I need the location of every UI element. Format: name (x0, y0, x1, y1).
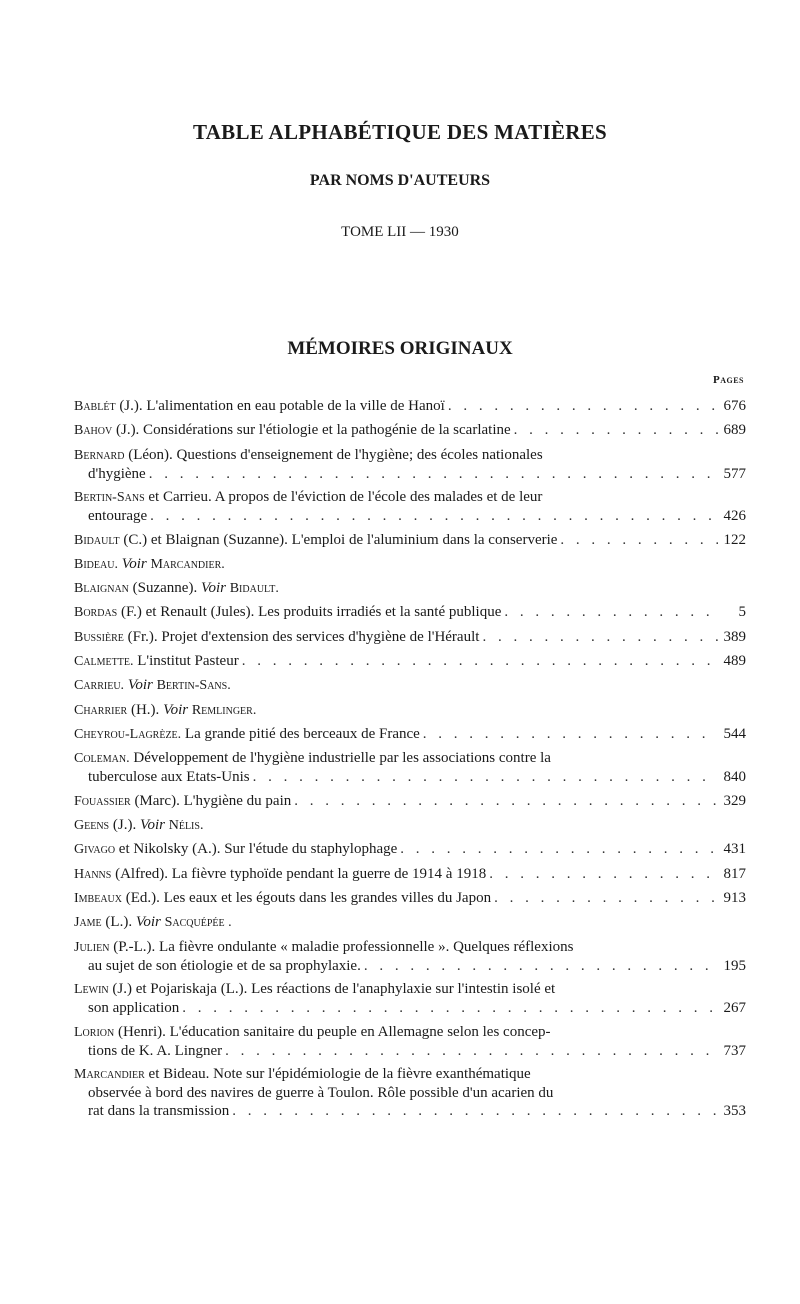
index-entry (74, 816, 746, 835)
entry-first-line (74, 397, 445, 416)
index-entry (74, 1023, 746, 1060)
dot-leader (182, 999, 717, 1017)
dot-leader (253, 768, 718, 786)
entry-title: (P.-L.). La fièvre ondulante « maladie professionnelle ». Quelques réflexions (109, 938, 574, 955)
entry-continuation: rat dans la transmission (88, 1103, 230, 1120)
entry-author: Carrieu. (74, 678, 125, 694)
index-entry (74, 628, 746, 647)
entry-author: Cheyrou-Lagrèze. (74, 726, 182, 742)
dot-leader (489, 865, 717, 883)
entry-title: (C.) et Blaignan (Suzanne). L'emploi de l'aluminium dans la conserverie (119, 531, 558, 548)
entry-author: Bahov (74, 423, 113, 439)
entry-title: (J.). L'alimentation en eau potable de la ville de Hanoï (115, 398, 445, 414)
index-entry (74, 531, 746, 550)
dot-leader (560, 531, 717, 549)
entry-title: (Marc). L'hygiène du pain (130, 792, 292, 809)
entry-first-line (74, 938, 573, 957)
entry-title: (J.) et Pojariskaja (L.). Les réactions de l'anaphylaxie sur l'intestin isolé et (108, 981, 556, 998)
index-entry (74, 865, 746, 884)
dot-leader (400, 840, 717, 858)
entry-author: Coleman. (74, 751, 130, 767)
volume-label: TOME LII — 1930 (341, 224, 459, 240)
index-entry (74, 913, 746, 932)
entry-see-also: Voir (200, 580, 226, 597)
entry-first-line (74, 816, 203, 835)
entry-title: et Bideau. Note sur l'épidémiologie de la fièvre exanthématique (144, 1066, 531, 1083)
index-entry (74, 840, 746, 859)
entry-page-number: 489 (723, 653, 746, 670)
entry-author: Lorion (74, 1024, 115, 1040)
index-entry (74, 938, 746, 975)
entry-page-number: 689 (723, 422, 746, 439)
entry-page-number: 577 (723, 465, 746, 482)
entry-author: Imbeaux (74, 890, 122, 906)
entry-title: et Carrieu. A propos de l'éviction de l'école des malades et de leur (144, 489, 543, 506)
dot-leader (294, 792, 717, 810)
entry-page-number: 544 (723, 725, 746, 742)
entry-author: Jame (74, 915, 102, 931)
entry-first-line (74, 555, 225, 574)
entry-page-number: 431 (723, 841, 746, 858)
index-entry (74, 555, 746, 574)
entry-author: Geens (74, 818, 110, 834)
index-entry (74, 421, 746, 440)
index-entry (74, 603, 746, 622)
entry-page-number: 737 (723, 1042, 746, 1059)
entry-page-number: 676 (723, 398, 746, 414)
index-entry (74, 488, 746, 525)
entry-page-number: 353 (723, 1103, 746, 1120)
dot-leader (364, 957, 718, 975)
dot-leader (242, 652, 718, 670)
entry-first-line (74, 913, 232, 932)
entry-first-line (74, 652, 239, 671)
index-entry (74, 1065, 746, 1121)
entry-reference: Bertin-Sans. (156, 678, 231, 694)
entry-see-also: Voir (127, 677, 153, 694)
entry-first-line (74, 628, 479, 647)
entry-author: Bablét (74, 399, 116, 414)
entry-author: Marcandier (74, 1067, 145, 1083)
dot-leader (482, 628, 717, 646)
entry-reference: Nélis. (168, 818, 204, 834)
entry-title: (Léon). Questions d'enseignement de l'hygiène; des écoles nationales (124, 446, 543, 463)
entry-title: Développement de l'hygiène industrielle par les associations contre la (129, 750, 551, 767)
entry-reference: Marcandier. (150, 556, 225, 572)
entry-title: La grande pitié des berceaux de France (181, 725, 420, 742)
entry-reference: Bidault. (229, 581, 279, 597)
entry-reference: Sacquépée . (164, 915, 232, 931)
index-entry (74, 397, 746, 416)
entry-first-line (74, 980, 555, 999)
entry-continuation: tions de K. A. Lingner (88, 1042, 223, 1059)
entry-continuation: observée à bord des navires de guerre à Toulon. Rôle possible d'un acarien du (88, 1085, 554, 1102)
dot-leader (232, 1102, 717, 1120)
section-heading: MÉMOIRES ORIGINAUX (287, 338, 513, 359)
entry-page-number: 389 (723, 628, 746, 645)
index-entry (74, 889, 746, 908)
entry-first-line (74, 1023, 551, 1042)
entry-continuation: au sujet de son étiologie et de sa prophylaxie. (88, 957, 361, 974)
entry-first-line (74, 603, 501, 622)
entry-author: Bernard (74, 447, 125, 463)
index-entry (74, 749, 746, 786)
index-entry (74, 446, 746, 483)
entry-author: Bertin-Sans (74, 490, 145, 506)
entry-see-also: Voir (139, 817, 165, 834)
entry-first-line (74, 889, 491, 908)
entry-page-number: 267 (723, 1000, 746, 1017)
dot-leader (149, 465, 718, 483)
index-entry (74, 792, 746, 811)
entry-author: Givago (74, 842, 116, 858)
entry-title: L'institut Pasteur (133, 653, 239, 670)
entry-title: (L.). (101, 914, 133, 931)
dot-leader (150, 507, 717, 525)
entries-list (74, 397, 746, 1126)
entry-author: Blaignan (74, 581, 129, 597)
entry-author: Bidault (74, 532, 120, 548)
entry-see-also: Voir (135, 914, 161, 931)
dot-leader (504, 603, 718, 621)
dot-leader (514, 421, 718, 439)
entry-page-number: 122 (723, 531, 746, 548)
entry-author: Bussière (74, 629, 124, 645)
pages-column-header: Pages (712, 374, 744, 386)
entry-first-line (74, 840, 397, 859)
entry-reference: Remlinger. (191, 702, 257, 718)
index-entry (74, 652, 746, 671)
entry-continuation: son application (88, 1000, 180, 1017)
entry-title: (Henri). L'éducation sanitaire du peuple en Allemagne selon les concep- (114, 1023, 551, 1040)
entry-page-number: 5 (738, 604, 746, 621)
entry-title: (F.) et Renault (Jules). Les produits irradiés et la santé publique (117, 604, 502, 621)
entry-continuation: d'hygiène (88, 465, 146, 482)
entry-page-number: 817 (723, 865, 746, 882)
entry-first-line (74, 1065, 531, 1084)
entry-page-number: 913 (723, 889, 746, 906)
entry-title: (Ed.). Les eaux et les égouts dans les grandes villes du Japon (122, 889, 492, 906)
entry-author: Julien (74, 939, 110, 955)
index-entry (74, 701, 746, 720)
index-entry (74, 579, 746, 598)
entry-author: Fouassier (74, 793, 131, 809)
entry-continuation: entourage (88, 508, 148, 525)
entry-title: (J.). (109, 817, 137, 834)
dot-leader (225, 1042, 717, 1060)
page-subtitle: PAR NOMS D'AUTEURS (309, 172, 491, 189)
dot-leader (494, 889, 717, 907)
index-entry (74, 676, 746, 695)
entry-first-line (74, 701, 256, 720)
entry-continuation: tuberculose aux Etats-Unis (88, 769, 250, 786)
entry-author: Lewin (74, 982, 109, 998)
entry-first-line (74, 446, 543, 465)
entry-page-number: 840 (723, 769, 746, 786)
entry-see-also: Voir (163, 701, 189, 718)
entry-first-line (74, 488, 542, 507)
entry-first-line (74, 531, 557, 550)
index-entry (74, 980, 746, 1017)
entry-first-line (74, 865, 486, 884)
entry-first-line (74, 792, 291, 811)
entry-author: Bideau. (74, 556, 118, 572)
entry-first-line (74, 725, 420, 744)
entry-first-line (74, 749, 551, 768)
entry-title: (Fr.). Projet d'extension des services d'hygiène de l'Hérault (123, 628, 480, 645)
entry-see-also: Voir (121, 555, 147, 572)
entry-page-number: 195 (723, 957, 746, 974)
entry-first-line (74, 676, 231, 695)
index-entry (74, 725, 746, 744)
entry-title: (J.). Considérations sur l'étiologie et la pathogénie de la scarlatine (112, 422, 511, 439)
entry-title: (Alfred). La fièvre typhoïde pendant la guerre de 1914 à 1918 (111, 865, 487, 882)
entry-title: et Nikolsky (A.). Sur l'étude du staphylophage (115, 841, 398, 858)
entry-first-line (74, 579, 279, 598)
entry-author: Bordas (74, 605, 118, 621)
entry-page-number: 426 (723, 508, 746, 525)
entry-author: Charrier (74, 702, 128, 718)
page-title: TABLE ALPHABÉTIQUE DES MATIÈRES (192, 120, 608, 144)
entry-author: Hanns (74, 866, 112, 882)
entry-author: Calmette. (74, 654, 134, 670)
entry-title: (Suzanne). (128, 580, 198, 597)
entry-first-line (74, 421, 511, 440)
dot-leader (423, 725, 718, 743)
entry-title: (H.). (127, 701, 160, 718)
dot-leader (448, 397, 718, 415)
entry-page-number: 329 (723, 792, 746, 809)
